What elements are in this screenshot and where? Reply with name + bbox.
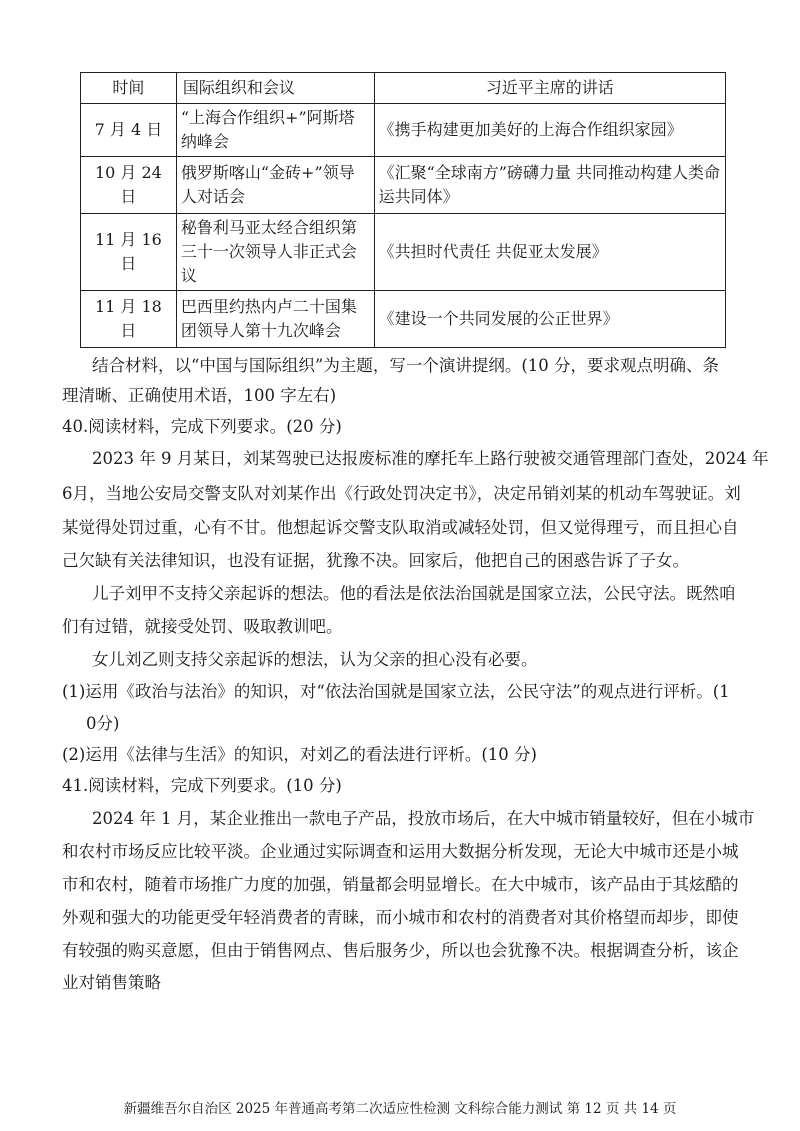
- row-speech: 《共担时代责任 共促亚太发展》: [374, 214, 725, 291]
- q39-task-line-2: 理清晰、正确使用术语，100 字左右): [62, 386, 337, 405]
- q40-material-line: 己欠缺有关法律知识，也没有证据，犹豫不决。回家后，他把自己的困惑告诉了子女。: [62, 551, 689, 570]
- row-date: 11 月 18 日: [81, 291, 177, 348]
- q41-material-line: 有较强的购买意愿，但由于销售网点、售后服务少，所以也会犹豫不决。根据调查分析，该企: [62, 941, 739, 960]
- row-date: 11 月 16 日: [81, 214, 177, 291]
- q40-material-line: 2023 年 9 月某日，刘某驾驶已达报废标准的摩托车上路行驶被交通管理部门查处，2024 年: [92, 449, 769, 468]
- row-speech: 《汇聚“全球南方”磅礴力量 共同推动构建人类命运共同体》: [374, 157, 725, 214]
- q40-material-line: 某觉得处罚过重，心有不甘。他想起诉交警支队取消或减轻处罚，但又觉得理亏，而且担心自: [62, 518, 739, 537]
- q40-daughter-view: 女儿刘乙则支持父亲起诉的想法，认为父亲的担心没有必要。: [92, 650, 538, 669]
- row-speech: 《携手构建更加美好的上海合作组织家园》: [374, 104, 725, 157]
- q40-material-line: 6月，当地公安局交警支队对刘某作出《行政处罚决定书》，决定吊销刘某的机动车驾驶证。刘: [62, 484, 741, 503]
- q41-material-line: 市和农村，随着市场推广力度的加强，销量都会明显增长。在大中城市，该产品由于其炫酷的: [62, 875, 739, 894]
- row-speech: 《建设一个共同发展的公正世界》: [374, 291, 725, 348]
- q40-subquestion-1-line-1: (1)运用《政治与法治》的知识，对“依法治国就是国家立法，公民守法”的观点进行评析。(1: [62, 682, 730, 701]
- header-organization: 国际组织和会议: [176, 73, 374, 104]
- q41-material-line: 2024 年 1 月，某企业推出一款电子产品，投放市场后，在大中城市销量较好，但在小城市: [92, 809, 755, 828]
- row-date: 7 月 4 日: [81, 104, 177, 157]
- q41-material-line: 和农村市场反应比较平淡。企业通过实际调查和运用大数据分析发现，无论大中城市还是小城: [62, 842, 739, 861]
- table-row: [81, 214, 726, 291]
- q40-title: 40.阅读材料，完成下列要求。(20 分): [62, 417, 342, 436]
- q40-son-view-line: 儿子刘甲不支持父亲起诉的想法。他的看法是依法治国就是国家立法，公民守法。既然咱: [92, 584, 736, 603]
- header-time: 时间: [81, 73, 177, 104]
- row-organization: 俄罗斯喀山“金砖+”领导人对话会: [176, 157, 374, 214]
- table-row: [81, 291, 726, 348]
- q41-title: 41.阅读材料，完成下列要求。(10 分): [62, 776, 342, 795]
- events-table: [80, 72, 726, 348]
- table-row: [81, 157, 726, 214]
- q40-subquestion-1-line-2: 0分): [86, 714, 120, 733]
- table-row: [81, 104, 726, 157]
- q41-material-line: 外观和强大的功能更受年轻消费者的青睐，而小城市和农村的消费者对其价格望而却步，即使: [62, 908, 739, 927]
- q40-subquestion-2: (2)运用《法律与生活》的知识，对刘乙的看法进行评析。(10 分): [62, 745, 537, 764]
- row-organization: 巴西里约热内卢二十国集团领导人第十九次峰会: [176, 291, 374, 348]
- row-date: 10 月 24 日: [81, 157, 177, 214]
- table-header-row: [81, 73, 726, 104]
- q39-task-line-1: 结合材料，以“中国与国际组织”为主题，写一个演讲提纲。(10 分，要求观点明确、条: [92, 356, 720, 375]
- page-footer: 新疆维吾尔自治区 2025 年普通高考第二次适应性检测 文科综合能力测试 第 12 页 共 14 页: [123, 1101, 677, 1117]
- row-organization: “上海合作组织+”阿斯塔纳峰会: [176, 104, 374, 157]
- q40-son-view-line: 们有过错，就接受处罚、吸取教训吧。: [62, 617, 343, 636]
- row-organization: 秘鲁利马亚太经合组织第三十一次领导人非正式会议: [176, 214, 374, 291]
- q41-material-line: 业对销售策略: [62, 973, 161, 992]
- header-speech: 习近平主席的讲话: [374, 73, 725, 104]
